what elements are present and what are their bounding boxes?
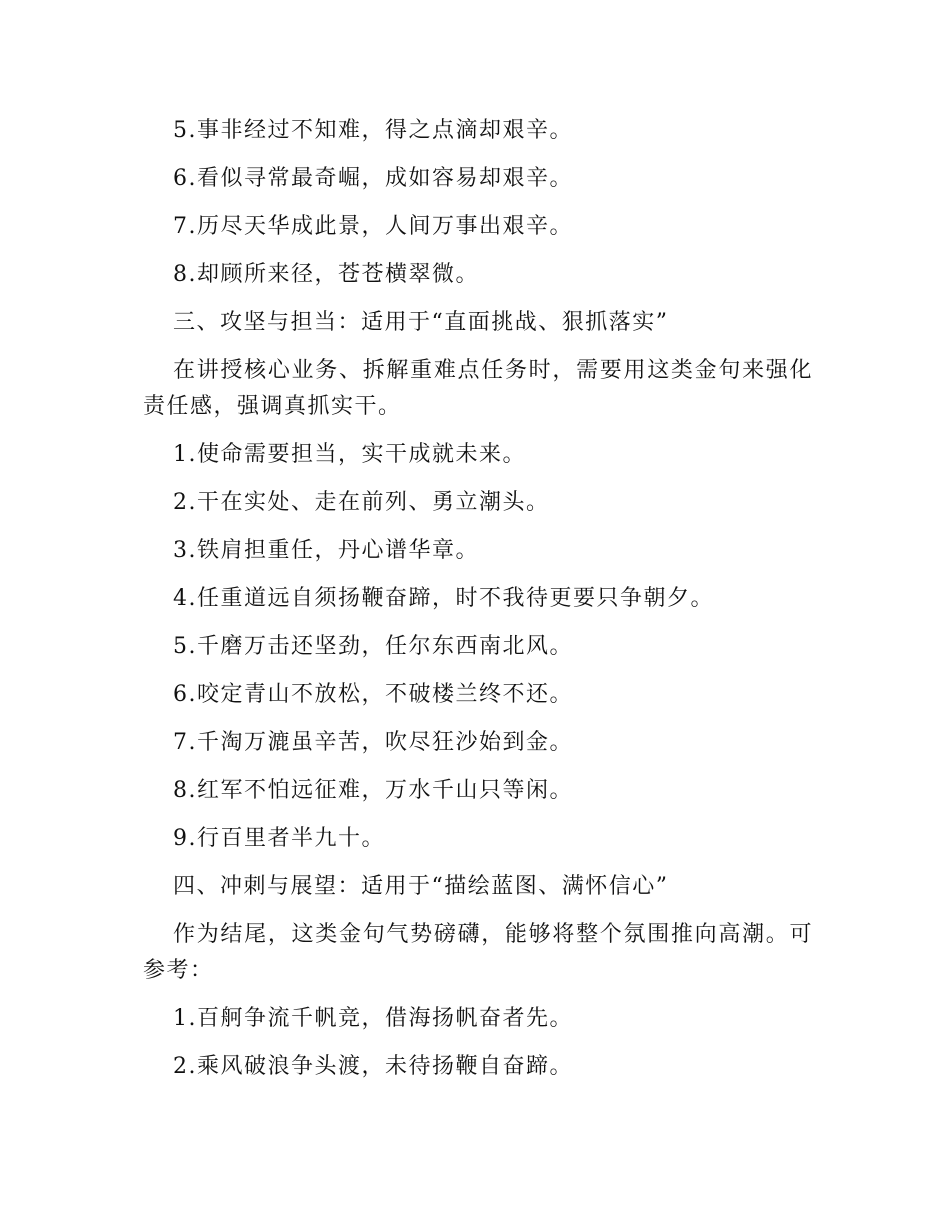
section-intro-4: 作为结尾，这类金句气势磅礴，能够将整个氛围推向高潮。可参考：	[143, 922, 813, 983]
list-item-9-section3: 9.行百里者半九十。	[173, 826, 385, 851]
document-body	[143, 107, 813, 1091]
list-item-5-section3: 5.千磨万击还坚劲，任尔东西南北风。	[173, 634, 573, 659]
list-item-5-section2: 5.事非经过不知难，得之点滴却艰辛。	[173, 118, 573, 143]
list-item-2-section4: 2.乘风破浪争头渡，未待扬鞭自奋蹄。	[173, 1054, 573, 1079]
list-item-6-section2: 6.看似寻常最奇崛，成如容易却艰辛。	[173, 166, 573, 191]
list-item-4-section3: 4.任重道远自须扬鞭奋蹄，时不我待更要只争朝夕。	[173, 586, 714, 611]
section-intro-3: 在讲授核心业务、拆解重难点任务时，需要用这类金句来强化责任感，强调真抓实干。	[143, 358, 813, 419]
list-item-6-section3: 6.咬定青山不放松，不破楼兰终不还。	[173, 682, 573, 707]
list-item-1-section4: 1.百舸争流千帆竞，借海扬帆奋者先。	[173, 1006, 573, 1031]
section-heading-3: 三、攻坚与担当：适用于“直面挑战、狠抓落实”	[173, 310, 669, 335]
list-item-2-section3: 2.干在实处、走在前列、勇立潮头。	[173, 490, 550, 515]
list-item-7-section3: 7.千淘万漉虽辛苦，吹尽狂沙始到金。	[173, 730, 573, 755]
list-item-8-section2: 8.却顾所来径，苍苍横翠微。	[173, 262, 479, 287]
list-item-3-section3: 3.铁肩担重任，丹心谱华章。	[173, 538, 479, 563]
list-item-1-section3: 1.使命需要担当，实干成就未来。	[173, 442, 526, 467]
list-item-7-section2: 7.历尽天华成此景，人间万事出艰辛。	[173, 214, 573, 239]
list-item-8-section3: 8.红军不怕远征难，万水千山只等闲。	[173, 778, 573, 803]
section-heading-4: 四、冲刺与展望：适用于“描绘蓝图、满怀信心”	[173, 874, 669, 899]
